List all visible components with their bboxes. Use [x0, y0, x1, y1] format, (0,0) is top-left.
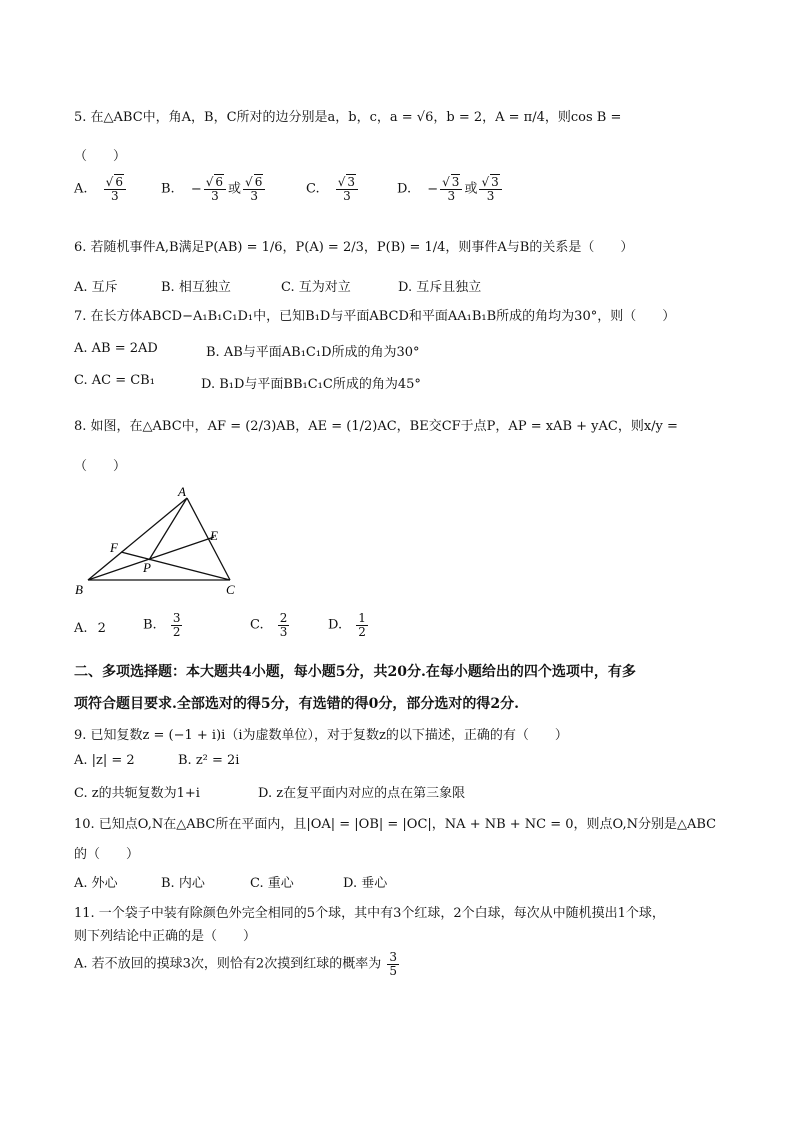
q10-option-a: A. 外心 — [74, 876, 118, 891]
label-f: F — [110, 540, 118, 555]
q7-option-a: A. AB = 2AD — [74, 341, 158, 356]
label-a: A — [178, 484, 186, 499]
label-p: P — [143, 560, 151, 575]
q10-stem: 10. 已知点O,N在△ABC所在平面内，且|OA| = |OB| = |OC|，NA + NB + NC = 0，则点O,N分别是△ABC — [74, 817, 717, 832]
q7-option-c: C. AC = CB₁ — [74, 373, 155, 388]
q8-paren: （ ） — [74, 459, 127, 474]
q6-option-b: B. 相互独立 — [161, 280, 231, 295]
q10-stem-continued: 的（ ） — [74, 847, 140, 862]
side-ab — [88, 498, 187, 580]
q10-option-c: C. 重心 — [250, 876, 294, 891]
q5-option-d: D. − $\frac{√ 3}{3}$ 或 $\frac{√ 3}{3}$ — [397, 176, 504, 202]
q5-option-c: C. $\frac{√ 3}{3}$ — [306, 176, 360, 202]
triangle-figure — [70, 484, 250, 599]
q7-option-d: D. B₁D与平面BB₁C₁C所成的角为45° — [201, 377, 421, 392]
q9-option-c: C. z的共轭复数为1+i — [74, 786, 200, 801]
q9-stem: 9. 已知复数z = (−1 + i)i（i为虚数单位），对于复数z的以下描述，正确的有（ ） — [74, 728, 568, 743]
section-2-header-line1: 二、多项选择题：本大题共4小题，每小题5分，共20分.在每小题给出的四个选项中，有多 — [74, 664, 636, 680]
q8-option-a: A. 2 — [74, 621, 106, 636]
q6-option-d: D. 互斥且独立 — [398, 280, 482, 295]
q11-option-a: A. 若不放回的摸球3次，则恰有2次摸到红球的概率为 $\frac{3}{5}$ — [74, 950, 397, 978]
label-e: E — [210, 528, 218, 543]
segment-cf — [121, 552, 230, 580]
q8-option-d: D. $\frac{1}{2}$ — [328, 611, 366, 639]
segment-ap — [149, 498, 187, 560]
q5-option-a: A. $\frac{√ 6}{3}$ — [74, 176, 128, 202]
q9-option-b: B. z² = 2i — [178, 753, 240, 768]
q6-option-c: C. 互为对立 — [281, 280, 351, 295]
q6-stem: 6. 若随机事件A,B满足P(AB) = 1/6，P(A) = 2/3，P(B) = 1/4，则事件A与B的关系是（ ） — [74, 240, 634, 255]
q8-option-c: C. $\frac{2}{3}$ — [250, 611, 288, 639]
q5-paren: （ ） — [74, 149, 127, 164]
label-b: B — [75, 582, 83, 597]
q7-option-b: B. AB与平面AB₁C₁D所成的角为30° — [206, 345, 420, 360]
q11-stem: 11. 一个袋子中装有除颜色外完全相同的5个球，其中有3个红球，2个白球，每次从中随机摸出1个球， — [74, 906, 665, 921]
q9-option-a: A. |z| = 2 — [74, 753, 135, 768]
q10-option-b: B. 内心 — [161, 876, 205, 891]
q8-option-b: B. $\frac{3}{2}$ — [143, 611, 181, 639]
q10-option-d: D. 垂心 — [343, 876, 388, 891]
q9-option-d: D. z在复平面内对应的点在第三象限 — [258, 786, 466, 801]
q7-stem: 7. 在长方体ABCD−A₁B₁C₁D₁中，已知B₁D与平面ABCD和平面AA₁B₁B所成的角均为30°，则（ ） — [74, 309, 676, 324]
section-2-header-line2: 项符合题目要求.全部选对的得5分，有选错的得0分，部分选对的得2分. — [74, 696, 519, 712]
segment-be — [88, 537, 214, 580]
q8-stem: 8. 如图，在△ABC中，AF = (2/3)AB，AE = (1/2)AC，BE交CF于点P，AP = xAB + yAC，则x/y = — [74, 419, 678, 434]
q5-stem: 5. 在△ABC中，角A，B，C所对的边分别是a，b，c，a = √6，b = 2，A = π/4，则cos B = — [74, 110, 622, 125]
q5-option-b: B. − $\frac{√ 6}{3}$ 或 $\frac{√ 6}{3}$ — [161, 176, 267, 202]
label-c: C — [226, 582, 235, 597]
q6-option-a: A. 互斥 — [74, 280, 118, 295]
q11-stem-continued: 则下列结论中正确的是（ ） — [74, 929, 257, 944]
